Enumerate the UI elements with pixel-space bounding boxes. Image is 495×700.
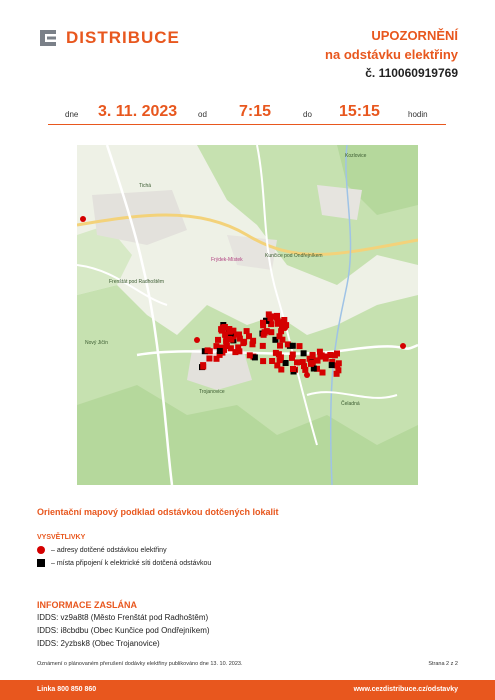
outage-marker	[334, 351, 340, 357]
outage-marker	[276, 320, 282, 326]
idds-line: IDDS: 2yzbsk8 (Obec Trojanovice)	[37, 639, 160, 648]
from-label: od	[198, 110, 207, 119]
website-link[interactable]: www.cezdistribuce.cz/odstavky	[353, 686, 458, 693]
map-place-label: Kozlovice	[345, 153, 367, 159]
outage-marker	[290, 343, 296, 349]
outage-marker	[290, 366, 296, 372]
outage-marker	[329, 362, 335, 368]
outage-marker	[294, 359, 300, 365]
outage-marker	[335, 367, 341, 373]
outage-marker	[227, 329, 233, 335]
outage-marker	[206, 356, 212, 362]
outage-marker	[276, 351, 282, 357]
outage-start-time: 7:15	[239, 103, 272, 120]
outage-address-dot	[80, 216, 86, 222]
brand-name: DISTRIBUCE	[66, 28, 180, 47]
page-number: Strana 2 z 2	[428, 661, 458, 667]
publication-note: Oznámení o plánovaném přerušení dodávky elektřiny publikováno dne 13. 10. 2023.	[37, 661, 243, 667]
outage-marker	[226, 336, 232, 342]
outage-marker	[215, 337, 221, 343]
outage-marker	[283, 360, 289, 366]
notice-title: UPOZORNĚNÍ	[371, 28, 458, 43]
outage-address-dot	[282, 325, 288, 331]
outage-marker	[217, 348, 223, 354]
map-canvas	[77, 145, 418, 485]
black-square-icon	[37, 559, 45, 567]
outage-marker	[214, 356, 220, 362]
outage-marker	[260, 322, 266, 328]
notice-number: č. 110060919769	[365, 66, 458, 80]
outage-marker	[322, 354, 328, 360]
outage-marker	[320, 370, 326, 376]
outage-marker	[269, 358, 275, 364]
outage-marker	[281, 317, 287, 323]
outage-date: 3. 11. 2023	[98, 103, 178, 120]
legend-title: VYSVĚTLIVKY	[37, 534, 86, 541]
footer-bar	[0, 680, 495, 700]
notice-header	[325, 26, 458, 83]
outage-marker	[205, 347, 211, 353]
outage-marker	[301, 363, 307, 369]
legend-item-addresses	[37, 546, 167, 554]
outage-marker	[236, 332, 242, 338]
info-title: INFORMACE ZASLÁNA	[37, 600, 137, 610]
map-place-label: Frenštát pod Radhoštěm	[109, 279, 165, 285]
outage-marker	[297, 343, 303, 349]
outage-marker	[200, 364, 206, 370]
outage-marker	[260, 343, 266, 349]
idds-line: IDDS: vz9a8t8 (Město Frenštát pod Radhoštěm)	[37, 613, 209, 622]
map-place-label: Frýdek-Místek	[211, 257, 243, 263]
map-place-label: Nový Jičín	[85, 340, 109, 346]
to-label: do	[303, 110, 312, 119]
hours-label: hodin	[408, 110, 428, 119]
outage-marker	[267, 315, 273, 321]
outage-address-dot	[400, 343, 406, 349]
map-place-label: Čeladná	[341, 401, 360, 407]
map-caption: Orientační mapový podklad odstávkou dotčených lokalit	[37, 507, 279, 517]
outage-marker	[246, 333, 252, 339]
outage-schedule	[48, 103, 446, 123]
outage-marker	[274, 315, 280, 321]
outage-map	[77, 145, 418, 485]
hotline-text: Linka 800 850 860	[37, 686, 97, 693]
legend-item-connections	[37, 559, 211, 567]
outage-marker	[310, 353, 316, 359]
map-place-label: Kunčice pod Ondřejníkem	[265, 253, 323, 259]
legend-text-addresses: – adresy dotčené odstávkou elektřiny	[51, 546, 167, 554]
outage-marker	[277, 343, 283, 349]
map-place-label: Trojanovice	[199, 389, 225, 395]
outage-marker	[308, 361, 314, 367]
outage-marker	[260, 358, 266, 364]
map-place-label: Tichá	[139, 183, 152, 189]
idds-line: IDDS: i8cbdbu (Obec Kunčice pod Ondřejníkem)	[37, 626, 210, 635]
outage-address-dot	[304, 372, 310, 378]
cez-logo-icon	[37, 27, 59, 49]
brand-logo	[37, 27, 180, 49]
outage-marker	[278, 367, 284, 373]
outage-marker	[301, 350, 307, 356]
red-dot-icon	[37, 546, 45, 554]
date-label: dne	[65, 110, 79, 119]
legend-text-connections: – místa připojení k elektrické síti dotčená odstávkou	[51, 559, 212, 567]
divider	[48, 124, 446, 125]
outage-end-time: 15:15	[339, 103, 380, 120]
outage-marker	[268, 329, 274, 335]
notice-subtitle: na odstávku elektřiny	[325, 47, 458, 62]
outage-marker	[247, 352, 253, 358]
outage-address-dot	[194, 337, 200, 343]
